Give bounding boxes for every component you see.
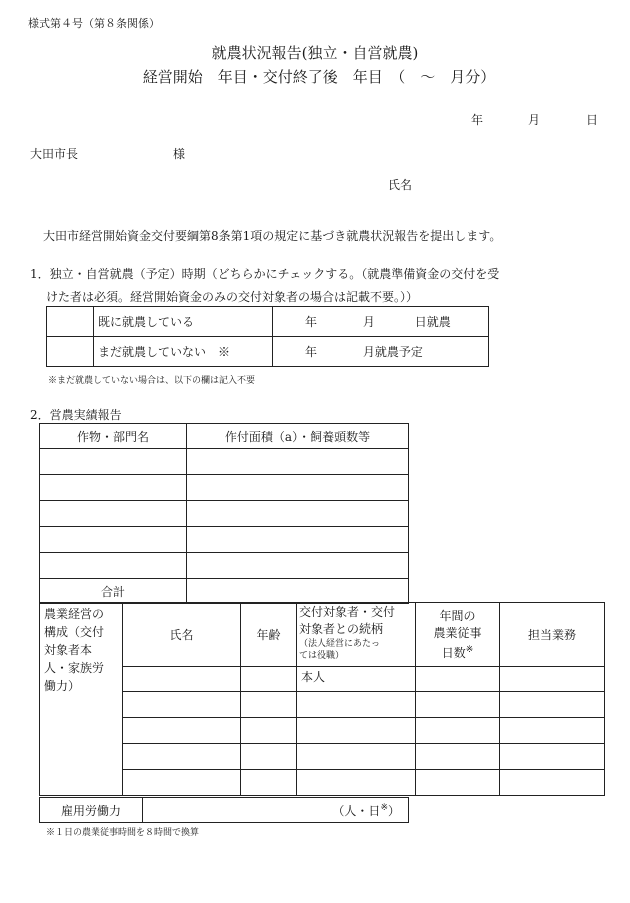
labor-col-age: 年齢 (241, 603, 297, 667)
labor-name-cell[interactable] (123, 667, 241, 692)
crop-header-row (40, 424, 409, 449)
labor-duty-cell[interactable] (500, 744, 605, 770)
section1-heading-line1: 1．独立・自営就農（予定）時期（どちらかにチェックする。（就農準備資金の交付を受 (30, 267, 500, 281)
crop-col-name-header: 作物・部門名 (40, 424, 187, 449)
hired-labor-label: 雇用労働力 (40, 798, 143, 823)
section1-heading-line2: けた者は必須。経営開始資金のみの交付対象者の場合は記載不要。）） (46, 290, 419, 304)
labor-table (39, 602, 605, 796)
section2-footnote: ※１日の農業従事時間を８時間で換算 (46, 828, 200, 838)
crop-row (40, 501, 409, 527)
crop-total-label: 合計 (40, 579, 187, 604)
form-number: 様式第４号（第８条関係） (28, 17, 160, 30)
crop-row (40, 527, 409, 553)
labor-duty-cell[interactable] (500, 718, 605, 744)
crop-name-cell[interactable] (40, 527, 187, 553)
hired-labor-unit: （人・日 (332, 803, 381, 818)
hired-labor-value[interactable] (143, 798, 409, 823)
labor-col-days-line: 農業従事 (433, 625, 482, 640)
labor-col-name: 氏名 (123, 603, 241, 667)
crop-row (40, 475, 409, 501)
labor-age-cell[interactable] (241, 744, 297, 770)
crop-area-cell[interactable] (187, 553, 409, 579)
labor-days-cell[interactable] (416, 692, 500, 718)
labor-duty-cell[interactable] (500, 770, 605, 796)
labor-col-relation-note: （法人経営にあたっ (299, 639, 381, 649)
hired-labor-row (40, 798, 409, 823)
crop-name-cell[interactable] (40, 449, 187, 475)
labor-relation-cell[interactable] (297, 718, 416, 744)
labor-col-relation-line: 対象者との続柄 (299, 622, 384, 636)
labor-col-relation-line: 交付対象者・交付 (299, 605, 396, 619)
labor-col-days-mark: ※ (465, 644, 474, 655)
labor-row (40, 692, 605, 718)
labor-age-cell[interactable] (241, 667, 297, 692)
timing-date-already[interactable] (273, 307, 489, 337)
crop-table (39, 423, 409, 604)
crop-row (40, 553, 409, 579)
title-line-2: 経営開始 年目・交付終了後 年目 （ ～ 月分） (142, 68, 496, 86)
employment-timing-table (46, 306, 489, 367)
hired-labor-table (39, 797, 409, 823)
crop-name-cell[interactable] (40, 501, 187, 527)
timing-date-not-yet[interactable] (273, 337, 489, 367)
section2-heading: 2．営農実績報告 (30, 408, 122, 422)
labor-row-label-line: 働力） (44, 679, 81, 693)
timing-suffix-already: 日就農 (414, 315, 451, 329)
title-line-1: 就農状況報告(独立・自営就農) (211, 44, 419, 62)
labor-days-cell[interactable] (416, 667, 500, 692)
labor-header-row (40, 603, 605, 667)
timing-year-label: 年 (305, 345, 318, 359)
labor-name-cell[interactable] (123, 744, 241, 770)
timing-row-already (47, 307, 489, 337)
crop-area-cell[interactable] (187, 475, 409, 501)
labor-row-label-line: 対象者本 (44, 643, 93, 657)
labor-duty-cell[interactable] (500, 692, 605, 718)
crop-area-cell[interactable] (187, 449, 409, 475)
crop-name-cell[interactable] (40, 475, 187, 501)
labor-row (40, 667, 605, 692)
labor-age-cell[interactable] (241, 692, 297, 718)
labor-row-label (40, 603, 123, 796)
labor-row (40, 744, 605, 770)
labor-name-cell[interactable] (123, 718, 241, 744)
crop-col-area-header: 作付面積（a）・飼養頭数等 (187, 424, 409, 449)
crop-area-cell[interactable] (187, 501, 409, 527)
labor-relation-cell[interactable] (297, 770, 416, 796)
labor-col-duty: 担当業務 (500, 603, 605, 667)
labor-row (40, 770, 605, 796)
date-year-label: 年 (471, 113, 484, 127)
labor-col-relation-note: ては役職） (299, 651, 345, 661)
labor-row-label-line: 構成（交付 (44, 625, 105, 639)
checkbox-already-farming[interactable] (47, 307, 94, 337)
labor-col-days-line: 年間の (439, 608, 476, 623)
labor-duty-cell[interactable] (500, 667, 605, 692)
labor-days-cell[interactable] (416, 718, 500, 744)
addressee-honorific: 様 (173, 147, 186, 161)
crop-total-value[interactable] (187, 579, 409, 604)
crop-area-cell[interactable] (187, 527, 409, 553)
labor-col-relation (297, 603, 416, 667)
labor-col-days (416, 603, 500, 667)
labor-age-cell[interactable] (241, 770, 297, 796)
hired-labor-unit-mark: ※ (380, 802, 388, 813)
date-day-label: 日 (586, 113, 599, 127)
labor-name-cell[interactable] (123, 770, 241, 796)
labor-days-cell[interactable] (416, 770, 500, 796)
timing-label-not-yet: まだ就農していない ※ (94, 337, 273, 367)
labor-relation-cell[interactable] (297, 744, 416, 770)
addressee-name: 大田市長 (30, 147, 79, 161)
applicant-name-label: 氏名 (388, 178, 413, 192)
crop-name-cell[interactable] (40, 553, 187, 579)
timing-suffix-not-yet: 月就農予定 (362, 345, 423, 359)
intro-text: 大田市経営開始資金交付要綱第8条第1項の規定に基づき就農状況報告を提出します。 (43, 229, 502, 243)
timing-month-label: 月 (362, 315, 375, 329)
timing-label-already: 既に就農している (94, 307, 273, 337)
labor-col-days-line: 日数 (441, 645, 466, 660)
labor-row-label-line: 農業経営の (44, 607, 105, 621)
timing-year-label: 年 (305, 315, 318, 329)
labor-days-cell[interactable] (416, 744, 500, 770)
section1-note: ※まだ就農していない場合は、以下の欄は記入不要 (48, 376, 256, 386)
labor-row (40, 718, 605, 744)
labor-name-cell[interactable] (123, 692, 241, 718)
hired-labor-unit-close: ） (387, 803, 400, 818)
crop-total-row (40, 579, 409, 604)
checkbox-not-yet-farming[interactable] (47, 337, 94, 367)
labor-relation-cell[interactable] (297, 692, 416, 718)
crop-row (40, 449, 409, 475)
labor-row-label-line: 人・家族労 (44, 661, 105, 675)
timing-row-not-yet (47, 337, 489, 367)
date-month-label: 月 (528, 113, 541, 127)
labor-relation-self: 本人 (297, 667, 416, 692)
labor-age-cell[interactable] (241, 718, 297, 744)
